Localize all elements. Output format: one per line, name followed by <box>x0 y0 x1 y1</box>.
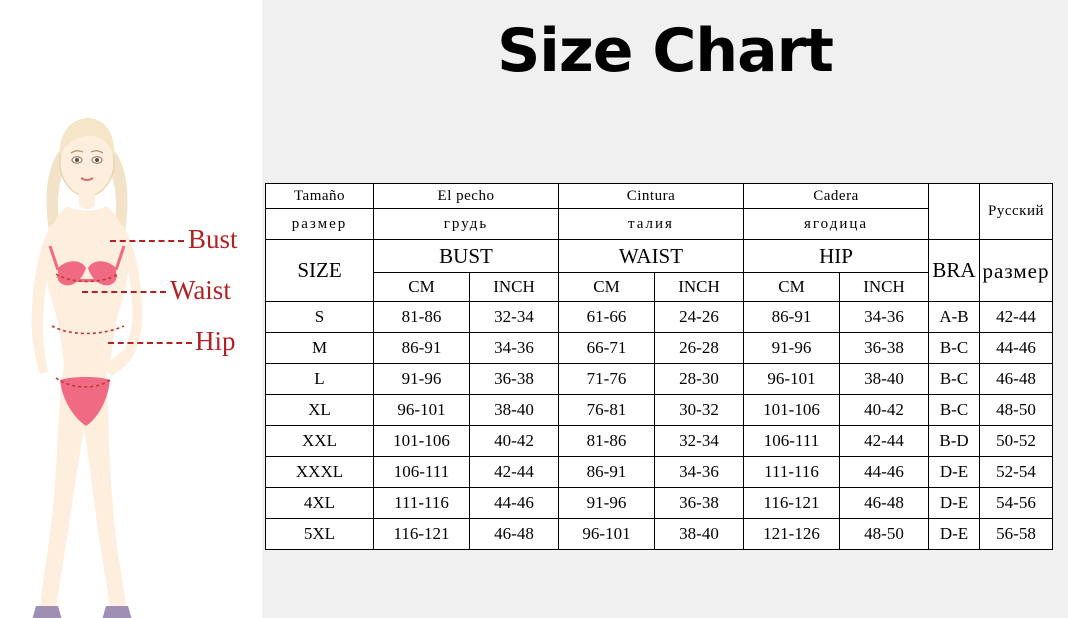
cell-bust-cm: 81-86 <box>374 302 470 333</box>
size-chart-table <box>265 183 1053 550</box>
header-russian-size: размер <box>980 240 1053 302</box>
cell-hip-cm: 111-116 <box>744 457 840 488</box>
cell-waist-inch: 38-40 <box>655 519 744 550</box>
cell-bra: B-D <box>929 426 980 457</box>
cell-hip-cm: 91-96 <box>744 333 840 364</box>
header-size: SIZE <box>266 240 374 302</box>
cell-russian-size: 46-48 <box>980 364 1053 395</box>
cell-bra: D-E <box>929 488 980 519</box>
cell-bust-inch: 46-48 <box>470 519 559 550</box>
cell-hip-cm: 121-126 <box>744 519 840 550</box>
cell-size: 5XL <box>266 519 374 550</box>
cell-size: XXL <box>266 426 374 457</box>
cell-bust-inch: 32-34 <box>470 302 559 333</box>
cell-bust-cm: 106-111 <box>374 457 470 488</box>
cell-hip-inch: 38-40 <box>840 364 929 395</box>
cell-hip-cm: 116-121 <box>744 488 840 519</box>
cell-size: XXXL <box>266 457 374 488</box>
cell-waist-cm: 81-86 <box>559 426 655 457</box>
table-row <box>266 333 1053 364</box>
hip-label: Hip <box>195 326 236 356</box>
cell-bra: B-C <box>929 395 980 426</box>
cell-waist-cm: 86-91 <box>559 457 655 488</box>
hip-leader-line <box>108 342 192 344</box>
header-waist: WAIST <box>559 240 744 273</box>
cell-bra-blank <box>929 184 980 240</box>
cell-waist-cm: 91-96 <box>559 488 655 519</box>
cell-bust-inch: 42-44 <box>470 457 559 488</box>
cell-size: S <box>266 302 374 333</box>
cell-russian-size: 52-54 <box>980 457 1053 488</box>
table-row-headers <box>266 240 1053 273</box>
unit-waist-inch: INCH <box>655 273 744 302</box>
page-title: Size Chart <box>497 16 833 86</box>
table-row <box>266 457 1053 488</box>
cell-waist-inch: 28-30 <box>655 364 744 395</box>
cell-russian-size: 48-50 <box>980 395 1053 426</box>
cell-bust-cm: 96-101 <box>374 395 470 426</box>
table-row <box>266 364 1053 395</box>
cell-hip-inch: 46-48 <box>840 488 929 519</box>
header-hip: HIP <box>744 240 929 273</box>
cell-hip-cm: 86-91 <box>744 302 840 333</box>
model-illustration <box>0 0 262 618</box>
cell-bust-cm: 111-116 <box>374 488 470 519</box>
cell-es-size: Tamaño <box>266 184 374 209</box>
cell-bust-cm: 116-121 <box>374 519 470 550</box>
cell-ru-size: размер <box>266 209 374 240</box>
cell-hip-cm: 106-111 <box>744 426 840 457</box>
cell-waist-inch: 34-36 <box>655 457 744 488</box>
cell-waist-inch: 24-26 <box>655 302 744 333</box>
header-bra: BRA <box>929 240 980 302</box>
header-bust: BUST <box>374 240 559 273</box>
cell-hip-cm: 101-106 <box>744 395 840 426</box>
cell-ru-hip: ягодица <box>744 209 929 240</box>
cell-hip-inch: 44-46 <box>840 457 929 488</box>
cell-size: XL <box>266 395 374 426</box>
cell-waist-inch: 30-32 <box>655 395 744 426</box>
cell-waist-inch: 36-38 <box>655 488 744 519</box>
cell-bra: A-B <box>929 302 980 333</box>
cell-bra: B-C <box>929 364 980 395</box>
cell-bust-inch: 44-46 <box>470 488 559 519</box>
cell-bust-cm: 86-91 <box>374 333 470 364</box>
cell-size: 4XL <box>266 488 374 519</box>
table-row <box>266 519 1053 550</box>
cell-ru-waist: талия <box>559 209 744 240</box>
cell-bust-cm: 101-106 <box>374 426 470 457</box>
cell-bust-inch: 38-40 <box>470 395 559 426</box>
cell-russian-size: 44-46 <box>980 333 1053 364</box>
cell-es-waist: Cintura <box>559 184 744 209</box>
cell-hip-inch: 40-42 <box>840 395 929 426</box>
cell-es-hip: Cadera <box>744 184 929 209</box>
female-body-figure-icon <box>0 100 262 618</box>
cell-hip-inch: 42-44 <box>840 426 929 457</box>
cell-waist-cm: 61-66 <box>559 302 655 333</box>
cell-waist-cm: 71-76 <box>559 364 655 395</box>
unit-waist-cm: CM <box>559 273 655 302</box>
cell-size: L <box>266 364 374 395</box>
waist-label: Waist <box>170 275 231 305</box>
cell-russian-size: 42-44 <box>980 302 1053 333</box>
unit-hip-cm: CM <box>744 273 840 302</box>
table-row-spanish-labels <box>266 184 1053 209</box>
unit-bust-cm: CM <box>374 273 470 302</box>
bust-label: Bust <box>188 224 238 254</box>
table-row <box>266 426 1053 457</box>
cell-waist-inch: 26-28 <box>655 333 744 364</box>
table-row <box>266 302 1053 333</box>
cell-waist-cm: 66-71 <box>559 333 655 364</box>
unit-hip-inch: INCH <box>840 273 929 302</box>
cell-bra: D-E <box>929 519 980 550</box>
cell-hip-inch: 34-36 <box>840 302 929 333</box>
cell-hip-inch: 36-38 <box>840 333 929 364</box>
unit-bust-inch: INCH <box>470 273 559 302</box>
cell-bust-inch: 34-36 <box>470 333 559 364</box>
cell-hip-inch: 48-50 <box>840 519 929 550</box>
cell-bust-cm: 91-96 <box>374 364 470 395</box>
cell-es-bust: El pecho <box>374 184 559 209</box>
cell-ru-bust: грудь <box>374 209 559 240</box>
cell-russian-size: 54-56 <box>980 488 1053 519</box>
table-row <box>266 488 1053 519</box>
waist-leader-line <box>82 291 166 293</box>
cell-bust-inch: 40-42 <box>470 426 559 457</box>
cell-waist-cm: 76-81 <box>559 395 655 426</box>
cell-waist-cm: 96-101 <box>559 519 655 550</box>
cell-waist-inch: 32-34 <box>655 426 744 457</box>
cell-bra: B-C <box>929 333 980 364</box>
bust-leader-line <box>110 240 184 242</box>
table-row <box>266 395 1053 426</box>
cell-russian-size: 56-58 <box>980 519 1053 550</box>
cell-size: M <box>266 333 374 364</box>
cell-russian-size: 50-52 <box>980 426 1053 457</box>
cell-bra: D-E <box>929 457 980 488</box>
cell-hip-cm: 96-101 <box>744 364 840 395</box>
cell-russian-heading: Русский <box>980 184 1053 240</box>
cell-bust-inch: 36-38 <box>470 364 559 395</box>
